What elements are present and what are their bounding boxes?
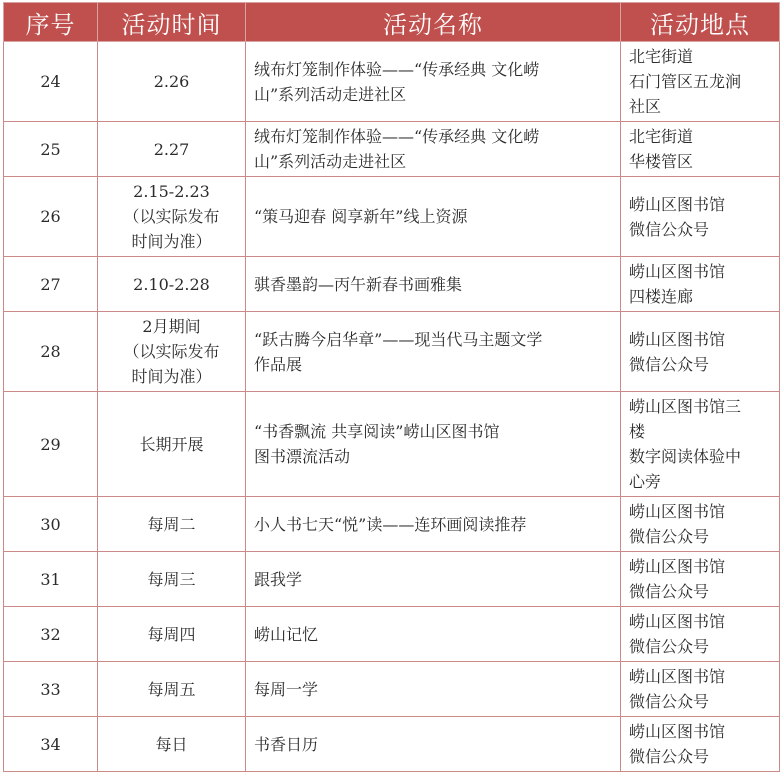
row-location: 北宅街道 石门管区五龙涧 社区 bbox=[629, 47, 742, 116]
row-location-cell bbox=[621, 312, 780, 392]
row-activity-name-cell bbox=[246, 257, 621, 312]
row-time: 长期开展 bbox=[139, 434, 204, 454]
row-number: 26 bbox=[40, 207, 61, 226]
row-activity-name-cell bbox=[246, 552, 621, 607]
row-location-cell bbox=[621, 177, 780, 257]
row-location-cell bbox=[621, 257, 780, 312]
row-location-cell bbox=[621, 717, 780, 772]
row-location-cell bbox=[621, 42, 780, 122]
row-activity-name-cell bbox=[246, 392, 621, 497]
row-time-cell bbox=[98, 392, 246, 497]
table-row bbox=[4, 497, 780, 552]
header-place: 活动地点 bbox=[621, 3, 780, 42]
table-row bbox=[4, 42, 780, 122]
row-activity-name: “书香飘流 共享阅读”崂山区图书馆 图书漂流活动 bbox=[254, 422, 500, 466]
row-time-cell bbox=[98, 312, 246, 392]
table-row bbox=[4, 717, 780, 772]
table-row bbox=[4, 662, 780, 717]
row-location: 北宅街道 华楼管区 bbox=[629, 127, 694, 171]
table-row bbox=[4, 392, 780, 497]
row-number: 30 bbox=[40, 514, 61, 534]
row-activity-name-cell bbox=[246, 662, 621, 717]
row-activity-name: “跃古腾今启华章”——现当代马主题文学 作品展 bbox=[254, 329, 543, 374]
row-activity-name-cell bbox=[246, 177, 621, 257]
row-location-cell bbox=[621, 392, 780, 497]
row-location: 崂山区图书馆 微信公众号 bbox=[629, 502, 726, 546]
row-time-cell bbox=[98, 497, 246, 552]
header-time: 活动时间 bbox=[98, 3, 246, 42]
row-activity-name: 跟我学 bbox=[254, 569, 303, 589]
row-number: 32 bbox=[40, 624, 61, 644]
row-activity-name-cell bbox=[246, 607, 621, 662]
row-activity-name-cell bbox=[246, 717, 621, 772]
row-number-cell bbox=[4, 607, 98, 662]
row-number-cell bbox=[4, 177, 98, 257]
row-location-cell bbox=[621, 497, 780, 552]
row-number: 31 bbox=[40, 569, 61, 589]
row-number-cell bbox=[4, 257, 98, 312]
table-row bbox=[4, 122, 780, 177]
table-row bbox=[4, 257, 780, 312]
row-activity-name-cell bbox=[246, 122, 621, 177]
row-activity-name: 小人书七天“悦”读——连环画阅读推荐 bbox=[254, 514, 527, 534]
row-location-cell bbox=[621, 662, 780, 717]
row-number: 27 bbox=[40, 274, 61, 294]
table-row bbox=[4, 312, 780, 392]
row-time-cell bbox=[98, 177, 246, 257]
row-number-cell bbox=[4, 42, 98, 122]
header-no: 序号 bbox=[4, 3, 98, 42]
table-body bbox=[4, 42, 780, 772]
row-activity-name: 书香日历 bbox=[254, 734, 319, 754]
row-time: 每周四 bbox=[147, 624, 196, 644]
row-location-cell bbox=[621, 122, 780, 177]
row-activity-name-cell bbox=[246, 497, 621, 552]
row-time-cell bbox=[98, 122, 246, 177]
row-activity-name: 绒布灯笼制作体验——“传承经典 文化崂 山”系列活动走进社区 bbox=[254, 59, 540, 104]
row-location-cell bbox=[621, 552, 780, 607]
table-row bbox=[4, 177, 780, 257]
row-location: 崂山区图书馆 微信公众号 bbox=[629, 557, 726, 601]
row-activity-name: 骐香墨韵—丙午新春书画雅集 bbox=[254, 274, 463, 294]
row-activity-name: 每周一学 bbox=[254, 679, 319, 699]
row-time: 2月期间 （以实际发布 时间为准） bbox=[123, 317, 220, 386]
row-number-cell bbox=[4, 717, 98, 772]
row-time: 每周三 bbox=[147, 569, 196, 589]
activity-schedule-table bbox=[3, 2, 780, 772]
row-number-cell bbox=[4, 552, 98, 607]
row-number-cell bbox=[4, 392, 98, 497]
table-row bbox=[4, 552, 780, 607]
row-number-cell bbox=[4, 662, 98, 717]
row-location: 崂山区图书馆 微信公众号 bbox=[629, 722, 726, 766]
row-activity-name-cell bbox=[246, 42, 621, 122]
row-activity-name: 绒布灯笼制作体验——“传承经典 文化崂 山”系列活动走进社区 bbox=[254, 127, 540, 171]
row-number-cell bbox=[4, 122, 98, 177]
row-location: 崂山区图书馆 四楼连廊 bbox=[629, 262, 726, 306]
table-header-row bbox=[4, 3, 780, 42]
row-location-cell bbox=[621, 607, 780, 662]
row-activity-name: “策马迎春 阅享新年”线上资源 bbox=[254, 207, 468, 226]
row-time: 2.26 bbox=[153, 72, 190, 91]
row-number-cell bbox=[4, 312, 98, 392]
row-time: 每周二 bbox=[147, 514, 196, 534]
row-location: 崂山区图书馆 微信公众号 bbox=[629, 612, 726, 656]
row-time: 每日 bbox=[155, 734, 188, 754]
row-location: 崂山区图书馆 微信公众号 bbox=[629, 329, 726, 374]
row-activity-name: 崂山记忆 bbox=[254, 624, 319, 644]
row-number: 25 bbox=[40, 139, 61, 159]
row-time-cell bbox=[98, 662, 246, 717]
row-location: 崂山区图书馆 微信公众号 bbox=[629, 667, 726, 711]
row-number-cell bbox=[4, 497, 98, 552]
row-location: 崂山区图书馆 微信公众号 bbox=[629, 194, 726, 239]
row-time: 每周五 bbox=[147, 679, 196, 699]
row-time-cell bbox=[98, 552, 246, 607]
row-number: 29 bbox=[40, 434, 61, 454]
row-number: 33 bbox=[40, 679, 61, 699]
row-number: 34 bbox=[40, 734, 61, 754]
row-location: 崂山区图书馆三 楼 数字阅读体验中 心旁 bbox=[629, 397, 742, 491]
row-number: 24 bbox=[40, 72, 61, 91]
row-number: 28 bbox=[40, 342, 61, 361]
row-time: 2.15-2.23 （以实际发布 时间为准） bbox=[123, 182, 220, 251]
row-time: 2.10-2.28 bbox=[133, 274, 210, 294]
row-time-cell bbox=[98, 717, 246, 772]
row-time-cell bbox=[98, 607, 246, 662]
row-time-cell bbox=[98, 42, 246, 122]
row-time-cell bbox=[98, 257, 246, 312]
row-activity-name-cell bbox=[246, 312, 621, 392]
table-row bbox=[4, 607, 780, 662]
header-name: 活动名称 bbox=[246, 3, 621, 42]
row-time: 2.27 bbox=[153, 139, 190, 159]
